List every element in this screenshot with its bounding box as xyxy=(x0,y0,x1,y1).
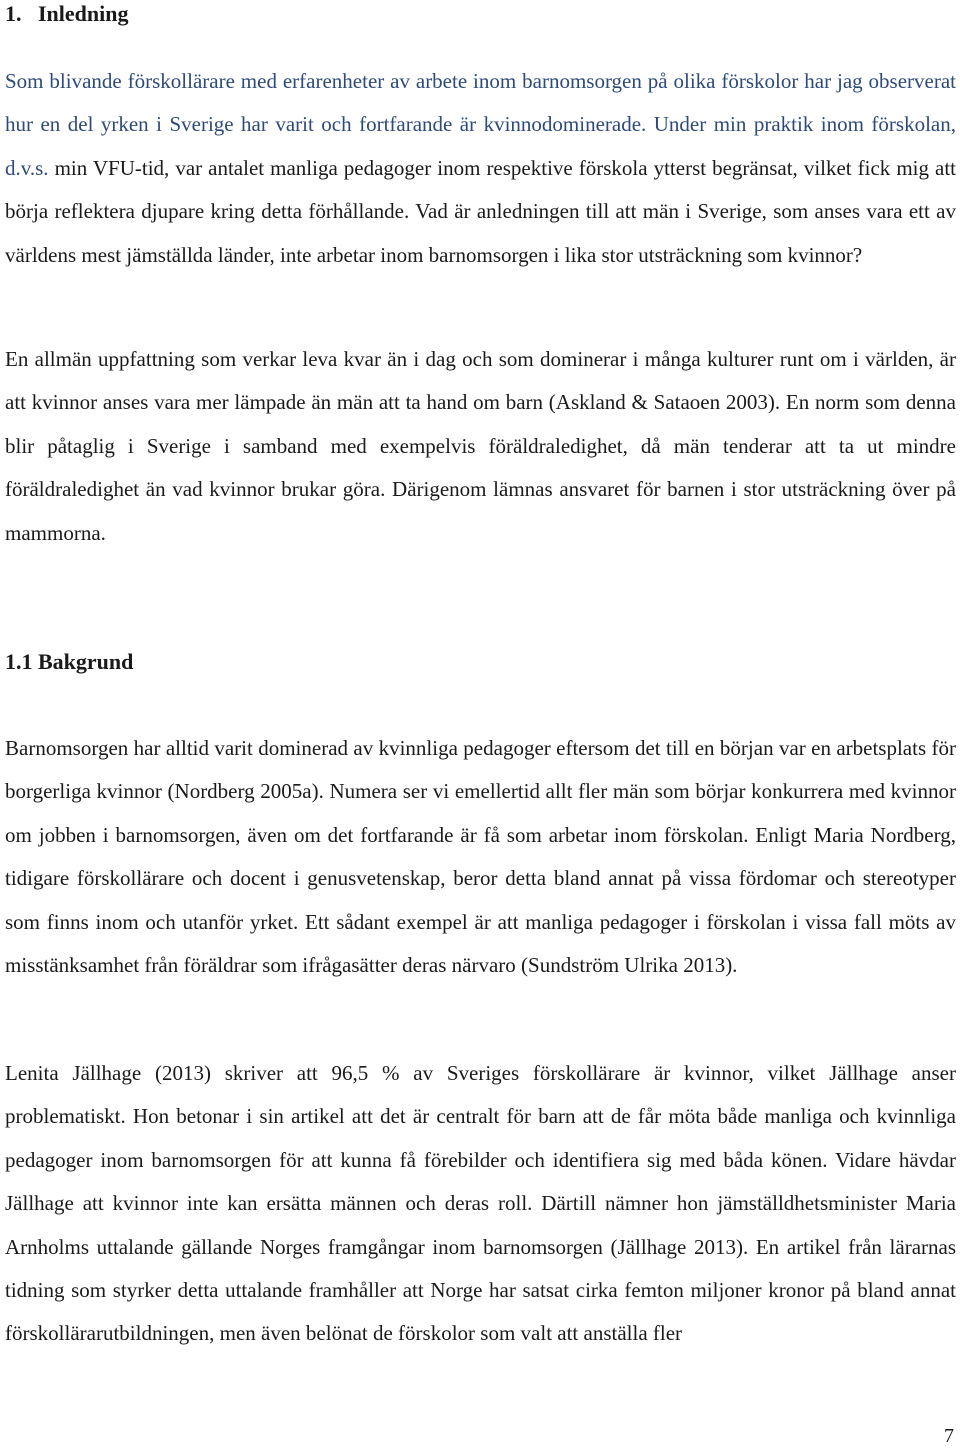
bakgrund-paragraph-1: Barnomsorgen har alltid varit dominerad av kvinnliga pedagoger eftersom det till en början var en arbetsplats för borgerliga kvinnor (Nordberg 2005a). Numera ser vi emellertid allt fler män som börjar konkurrera med kvinnor om jobben i barnomsorgen, även om det fortfarande är få som arbetar inom förskolan. Enligt Maria Nordberg, tidigare förskollärare och docent i genusvetenskap, beror detta bland annat på vissa fördomar och stereotyper som finns inom och utanför yrket. Ett sådant exempel är att manliga pedagoger i förskolan i vissa fall möts av misstänksamhet från föräldrar som ifrågasätter deras närvaro (Sundström Ulrika 2013). xyxy=(5,736,956,978)
intro-paragraph-1-black-text: min VFU-tid, var antalet manliga pedagoger inom respektive förskola ytterst begränsat, vilket fick mig att börja reflektera djupare kring detta förhållande. Vad är anledningen till att män i Sverige, som anses vara ett av världens mest jämställda länder, inte arbetar inom barnomsorgen i lika stor utsträckning som kvinnor? xyxy=(5,155,956,267)
bakgrund-paragraph-2: Lenita Jällhage (2013) skriver att 96,5 % av Sveriges förskollärare är kvinnor, vilket Jällhage anser problematiskt. Hon betonar i sin artikel att det är centralt för barn att de får möta både manliga och kvinnliga pedagoger inom barnomsorgen för att kunna få förebilder och identifiera sig med båda könen. Vidare hävdar Jällhage att kvinnor inte kan ersätta männen och deras roll. Därtill nämner hon jämställdhetsminister Maria Arnholms uttalande gällande Norges framgångar inom barnomsorgen (Jällhage 2013). En artikel från lärarnas tidning som styrker detta uttalande framhåller att Norge har satsat cirka femton miljoner kronor på bland annat förskollärarutbildningen, men även belönat de förskolor som valt att anställa fler xyxy=(5,1061,956,1346)
intro-paragraph-2: En allmän uppfattning som verkar leva kvar än i dag och som dominerar i många kulturer runt om i världen, är att kvinnor anses vara mer lämpade än män att ta hand om barn (Askland & Sataoen 2003). En norm som denna blir påtaglig i Sverige i samband med exempelvis föräldraledighet, då män tenderar att ta ut mindre föräldraledighet än vad kvinnor brukar göra. Därigenom lämnas ansvaret för barnen i stor utsträckning över på mammorna. xyxy=(5,347,956,545)
intro-paragraph-1 xyxy=(5,60,956,277)
section-heading-inledning: 1. Inledning xyxy=(5,1,129,26)
intro-paragraph-1-blue-text: Som blivande förskollärare med erfarenheter av arbete inom barnomsorgen på olika förskolor har jag observerat hur en del yrken i Sverige har varit och fortfarande är kvinnodominerade. Under min praktik inom förskolan, d.v.s. xyxy=(5,69,956,180)
section-heading-bakgrund: 1.1 Bakgrund xyxy=(5,649,134,674)
page-number: 7 xyxy=(944,1425,954,1447)
